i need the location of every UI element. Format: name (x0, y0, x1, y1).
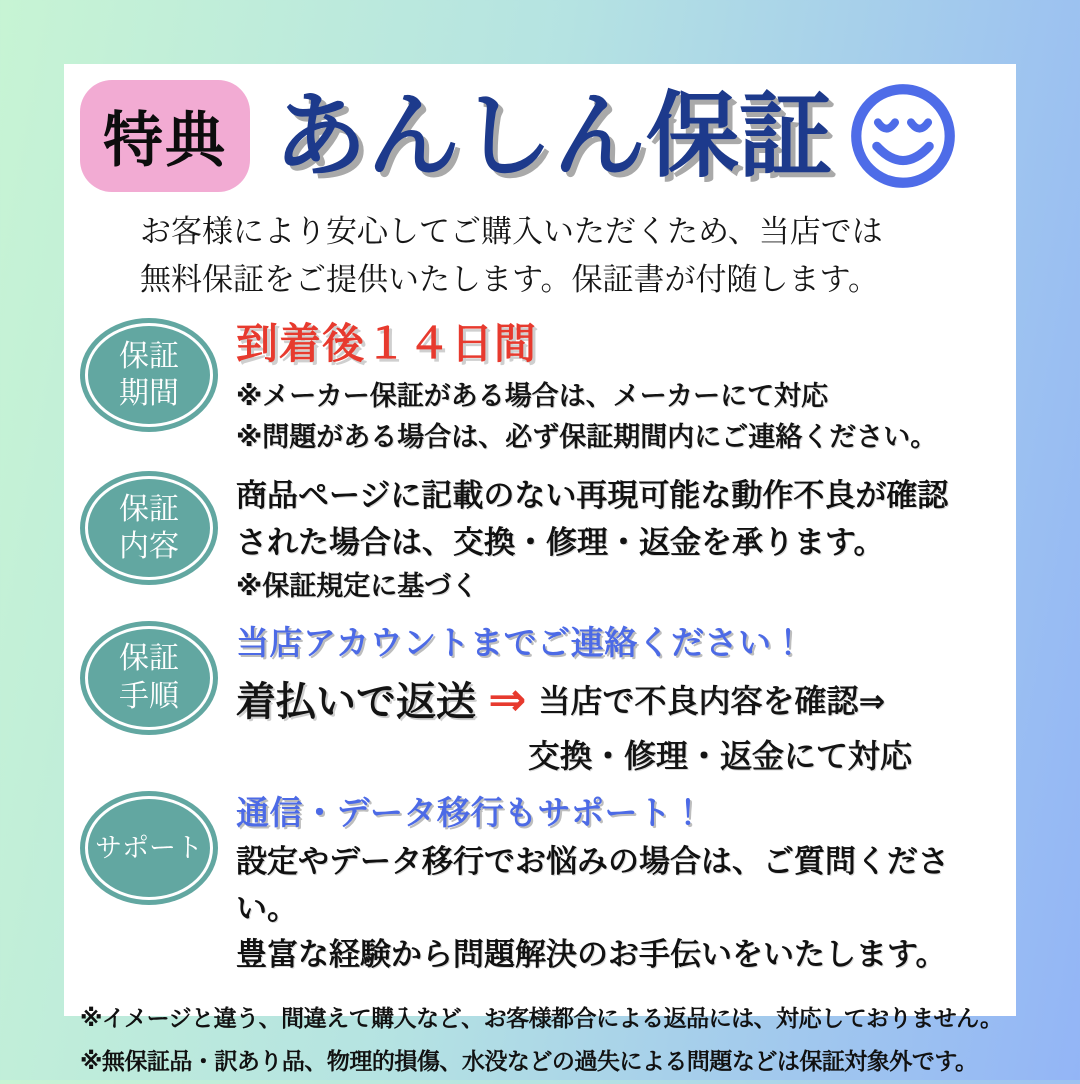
warranty-period-note-1: ※メーカー保証がある場合は、メーカーにて対応 (236, 381, 829, 412)
badge-label-line2: 手順 (119, 679, 179, 713)
warranty-period-heading: 到着後１４日間 (236, 320, 538, 368)
badge-label-line1: サポート (95, 832, 203, 863)
page-title: あんしん保証 (274, 83, 832, 188)
red-arrow-icon: ⇒ (488, 672, 527, 725)
badge-label-line1: 保証 (119, 642, 179, 676)
support-body (236, 839, 990, 979)
support-line-2: 豊富な経験から問題解決のお手伝いをいたします。 (236, 937, 947, 973)
warranty-period-badge (80, 318, 218, 432)
step-confirm-label: 当店で不良内容を確認⇒ (538, 682, 886, 719)
warranty-coverage-line-1: 商品ページに記載のない再現可能な動作不良が確認 (236, 478, 949, 514)
support-line-1: 設定やデータ移行でお悩みの場合は、ご質問ください。 (236, 844, 949, 926)
intro-text (140, 208, 990, 304)
section-warranty-procedure (80, 621, 990, 778)
warranty-procedure-badge (80, 621, 218, 735)
badge-label-line2: 内容 (119, 530, 179, 564)
warranty-coverage-note: ※保証規定に基づく (236, 571, 479, 602)
benefit-badge-label: 特典 (103, 107, 227, 174)
badge-label-line1: 保証 (119, 339, 179, 373)
warranty-period-content (236, 318, 990, 457)
warranty-procedure-heading: 当店アカウントまでご連絡ください！ (236, 623, 806, 661)
section-warranty-coverage (80, 471, 990, 607)
step-return-label: 着払いで返送 (236, 680, 476, 725)
badge-label-line1: 保証 (119, 492, 179, 526)
warranty-coverage-badge (80, 471, 218, 585)
intro-line-2: 無料保証をご提供いたします。保証書が付随します。 (140, 262, 880, 298)
support-badge (80, 791, 218, 905)
disclaimer-exclusions: ※無保証品・訳あり品、物理的損傷、水没などの過失による問題などは保証対象外です。 (80, 1048, 978, 1075)
warranty-procedure-step (236, 670, 990, 727)
warranty-procedure-content (236, 621, 990, 778)
warranty-period-notes (236, 376, 990, 457)
disclaimer-returns: ※イメージと違う、間違えて購入など、お客様都合による返品には、対応しておりません。 (80, 1004, 1003, 1031)
section-warranty-period (80, 318, 990, 457)
support-content (236, 791, 990, 978)
badge-label-line2: 期間 (119, 377, 179, 411)
section-support (80, 791, 990, 978)
header (80, 78, 990, 194)
step-resolution-label: 交換・修理・返金にて対応 (528, 738, 913, 775)
footer-disclaimers (80, 997, 1003, 1084)
smiley-face-icon (846, 79, 960, 193)
warranty-card (64, 64, 1016, 1075)
warranty-coverage-line-2: された場合は、交換・修理・返金を承ります。 (236, 524, 885, 560)
support-heading: 通信・データ移行もサポート！ (236, 794, 705, 832)
intro-line-1: お客様により安心してご購入いただくため、当店では (140, 214, 883, 249)
warranty-coverage-content (236, 471, 990, 607)
benefit-badge (80, 80, 250, 192)
warranty-period-note-2: ※問題がある場合は、必ず保証期間内にご連絡ください。 (236, 421, 938, 452)
